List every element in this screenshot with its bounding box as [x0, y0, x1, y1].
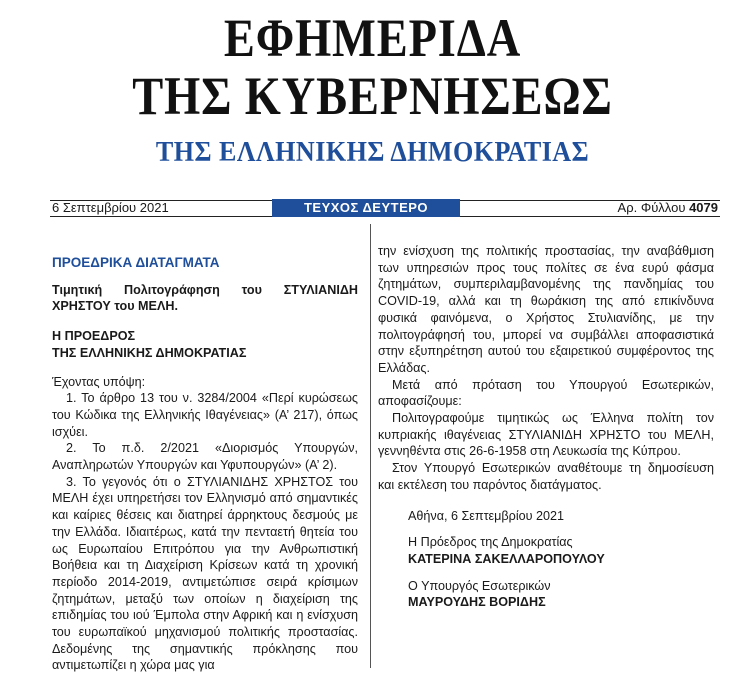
- masthead-title-line2: ΤΗΣ ΚΥΒΕΡΝΗΣΕΩΣ: [132, 66, 613, 126]
- left-column: [52, 228, 358, 674]
- issue-date: 6 Σεπτεμβρίου 2021: [52, 200, 169, 215]
- president-signature-title: Η Πρόεδρος της Δημοκρατίας: [408, 535, 573, 550]
- considering-item-2: 2. Το π.δ. 2/2021 «Διορισμός Υπουργών, Αναπληρωτών Υπουργών και Υφυπουργών» (Α’ 2).: [52, 441, 358, 473]
- considering-label: Έχοντας υπόψη:: [52, 374, 146, 389]
- place-date: Αθήνα, 6 Σεπτεμβρίου 2021: [408, 508, 565, 523]
- column-divider: [370, 224, 371, 668]
- minister-signature-title: Ο Υπουργός Εσωτερικών: [408, 578, 551, 593]
- assignment-text: Στον Υπουργό Εσωτερικών αναθέτουμε τη δημοσίευση και εκτέλεση του παρόντος διατάγματος.: [378, 461, 714, 492]
- section-heading: ΠΡΟΕΔΡΙΚΑ ΔΙΑΤΑΓΜΑΤΑ: [52, 255, 220, 270]
- president-signature-name: ΚΑΤΕΡΙΝΑ ΣΑΚΕΛΛΑΡΟΠΟΥΛΟΥ: [408, 551, 605, 566]
- president-heading-2: ΤΗΣ ΕΛΛΗΝΙΚΗΣ ΔΗΜΟΚΡΑΤΙΑΣ: [52, 345, 247, 360]
- considering-item-3: 3. Το γεγονός ότι ο ΣΤΥΛΙΑΝΙΔΗΣ ΧΡΗΣΤΟΣ του ΜΕΛΗ έχει υπηρετήσει τον Ελληνισμό από σημαντικές και καίριες θέσεις και διατηρεί άρρηκτους δεσμούς με την Ελλάδα. Ιδιαιτέρως, κατά την πενταετή θητεία του ως Ευρωπαίου Επιτρόπου για την Ανθρωπιστική Βοήθεια και τη Διαχείριση Κρίσεων κατά τη χρονική περίοδο 2014-2019, αντιμετώπισε σειρά κρίσιμων ζητημάτων, μεταξύ των οποίων η διαχείριση της επιδημίας του ιού Έμπολα στην Αφρική και η ενίσχυση του ευρωπαϊκού μηχανισμού πολιτικής προστασίας. Δεδομένης της σημαντικής πρόκλησης που αντιμετωπίζει η χώρα μας για: [52, 474, 358, 673]
- issue-bar: [50, 200, 720, 216]
- proposal-text: Μετά από πρόταση του Υπουργού Εσωτερικών, αποφασίζουμε:: [378, 377, 714, 409]
- sheet-value: 4079: [689, 200, 718, 215]
- decree-title: Τιμητική Πολιτογράφηση του ΣΤΥΛΙΑΝΙΔΗ ΧΡΗΣΤΟΥ του ΜΕΛΗ.: [52, 282, 358, 314]
- president-heading-1: Η ΠΡΟΕΔΡΟΣ: [52, 329, 136, 344]
- masthead-title-line1: ΕΦΗΜΕΡΙΔΑ: [223, 8, 522, 68]
- masthead-subtitle: ΤΗΣ ΕΛΛΗΝΙΚΗΣ ΔΗΜΟΚΡΑΤΙΑΣ: [155, 136, 590, 168]
- continuation-text: την ενίσχυση της πολιτικής προστασίας, την αναβάθμιση των υπηρεσιών προς τους πολίτες σε ένα ευρύ φάσμα ζητημάτων, συμπεριλαμβανομένης της πανδημίας του COVID-19, αλλά και τη θωράκιση της από επικίνδυνα φυσικά φαινόμενα, ο Χρήστος Στυλιανίδης, με την πολιτογράφησή του, μπορεί να συμβάλλει αποφασιστικά στην εξυπηρέτηση αυτού του εξαιρετικού συμφέροντος της Ελλάδας.: [378, 244, 714, 375]
- issue-label: ΤΕΥΧΟΣ ΔΕΥΤΕΡΟ: [272, 199, 460, 217]
- sheet-label: Αρ. Φύλλου: [617, 200, 686, 215]
- sheet-number: [618, 200, 718, 216]
- minister-signature-name: ΜΑΥΡΟΥΔΗΣ ΒΟΡΙΔΗΣ: [408, 595, 546, 610]
- decision-text: Πολιτογραφούμε τιμητικώς ως Έλληνα πολίτη τον κυπριακής ιθαγένειας ΣΤΥΛΙΑΝΙΔΗ ΧΡΗΣΤΟ του ΜΕΛΗ, γεννηθέντα στις 26-6-1958 στη Λευκωσία της Κύπρου.: [378, 411, 714, 459]
- right-column: [378, 243, 714, 611]
- considering-item-1: 1. Το άρθρο 13 του ν. 3284/2004 «Περί κυρώσεως του Κώδικα της Ελληνικής Ιθαγένειας» (Α’ 217), όπως ισχύει.: [52, 391, 358, 439]
